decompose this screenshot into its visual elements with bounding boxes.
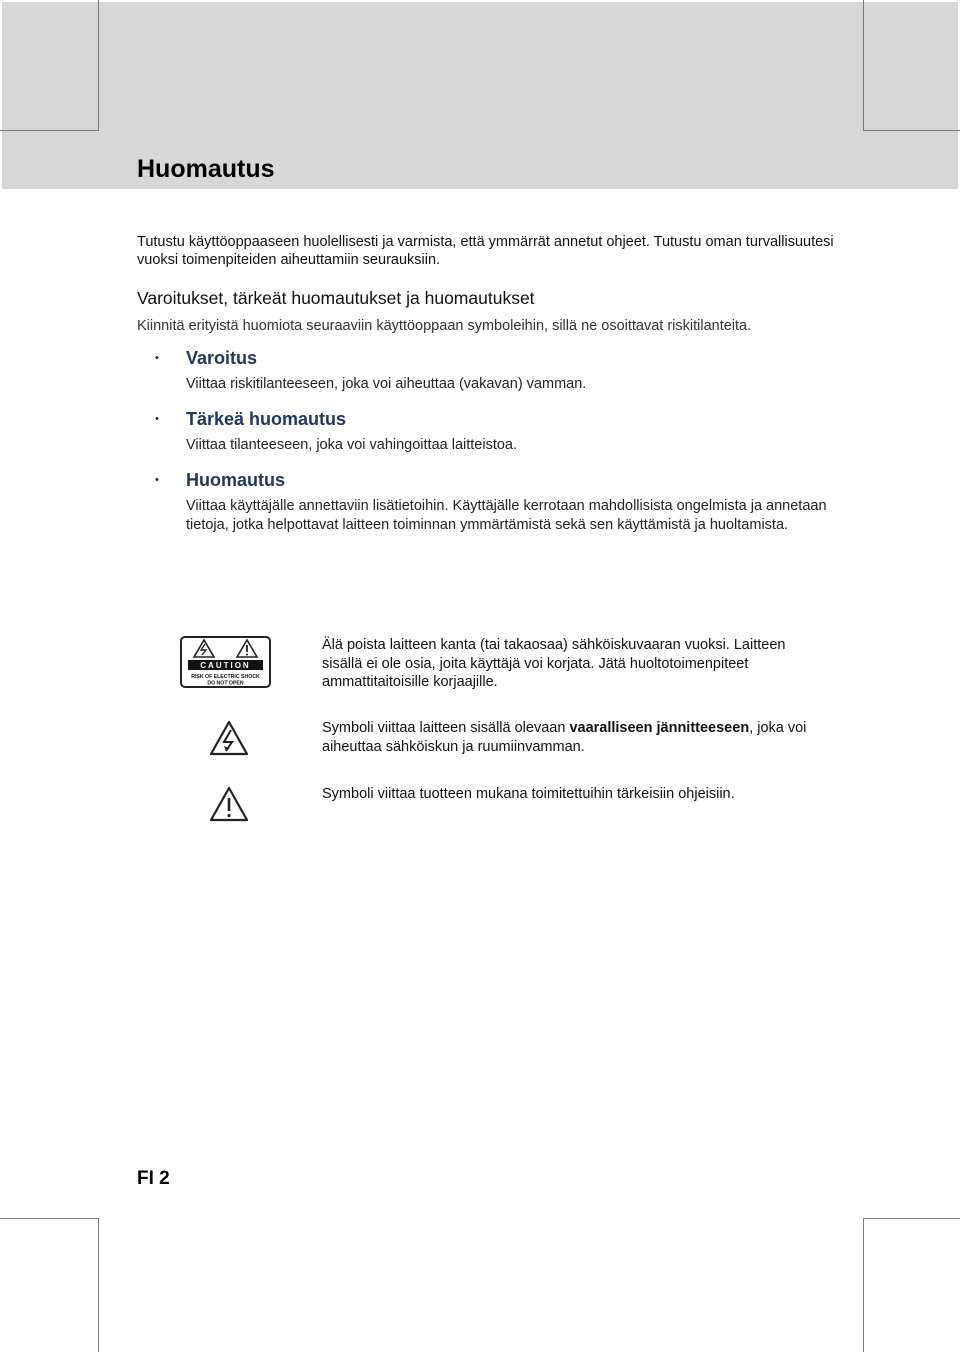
- bullet-dot: •: [155, 474, 159, 486]
- page-title: Huomautus: [137, 155, 275, 183]
- bullet-label: Tärkeä huomautus: [186, 409, 347, 429]
- symbol-text: Älä poista laitteen kanta (tai takaosaa) sähköiskuvaaran vuoksi. Laitteen sisällä ei ole osia, joita käyttäjä voi korjata. Jätä huoltotoimenpiteet ammattitaitoisille korjaajille.: [322, 637, 786, 690]
- bullet-dot: •: [155, 413, 159, 425]
- bullet-dot: •: [155, 352, 159, 364]
- crop-mark-top-right: [863, 0, 960, 131]
- section-description: Kiinnitä erityistä huomiota seuraaviin käyttöoppaan symboleihin, sillä ne osoittavat riskitilanteita.: [137, 318, 752, 334]
- caution-word: CAUTION: [200, 661, 251, 670]
- symbol-text: Symboli viittaa tuotteen mukana toimitettuihin tärkeisiin ohjeisiin.: [322, 786, 735, 802]
- bullet-label: Huomautus: [186, 470, 285, 490]
- caution-line-2: DO NOT OPEN: [207, 680, 244, 687]
- bullet-text: Viittaa riskitilanteeseen, joka voi aiheuttaa (vakavan) vamman.: [186, 376, 587, 392]
- crop-mark-bottom-right: [863, 1218, 960, 1352]
- section-heading: Varoitukset, tärkeät huomautukset ja huomautukset: [137, 288, 535, 308]
- bullet-text: Viittaa tilanteeseen, joka voi vahingoittaa laitteistoa.: [186, 437, 518, 453]
- lightning-triangle-icon: [180, 719, 276, 759]
- crop-mark-top-left: [0, 0, 99, 131]
- bullet-label: Varoitus: [186, 348, 258, 368]
- intro-paragraph: Tutustu käyttöoppaaseen huolellisesti ja varmista, että ymmärrät annetut ohjeet. Tutustu oman turvallisuutesi vuoksi toimenpiteiden aiheuttamiin seurauksiin.: [137, 234, 834, 268]
- exclamation-triangle-icon: [180, 785, 276, 825]
- bullet-text: Viittaa käyttäjälle annettaviin lisätietoihin. Käyttäjälle kerrotaan mahdollisista ongelmista ja annetaan tietoja, jotka helpottavat laitteen toiminnan ymmärtämistä sekä sen käyttämistä ja huoltamista.: [186, 498, 827, 533]
- page-number: FI 2: [137, 1168, 170, 1189]
- crop-mark-bottom-left: [0, 1218, 99, 1352]
- caution-label-icon: [180, 636, 272, 688]
- caution-line-1: RISK OF ELECTRIC SHOCK: [191, 674, 260, 680]
- symbol-text: Symboli viittaa laitteen sisällä olevaan vaaralliseen jännitteeseen, joka voi aiheuttaa sähköiskun ja ruumiinvamman.: [322, 720, 807, 755]
- emphasis-text: vaaralliseen jännitteeseen: [569, 720, 750, 736]
